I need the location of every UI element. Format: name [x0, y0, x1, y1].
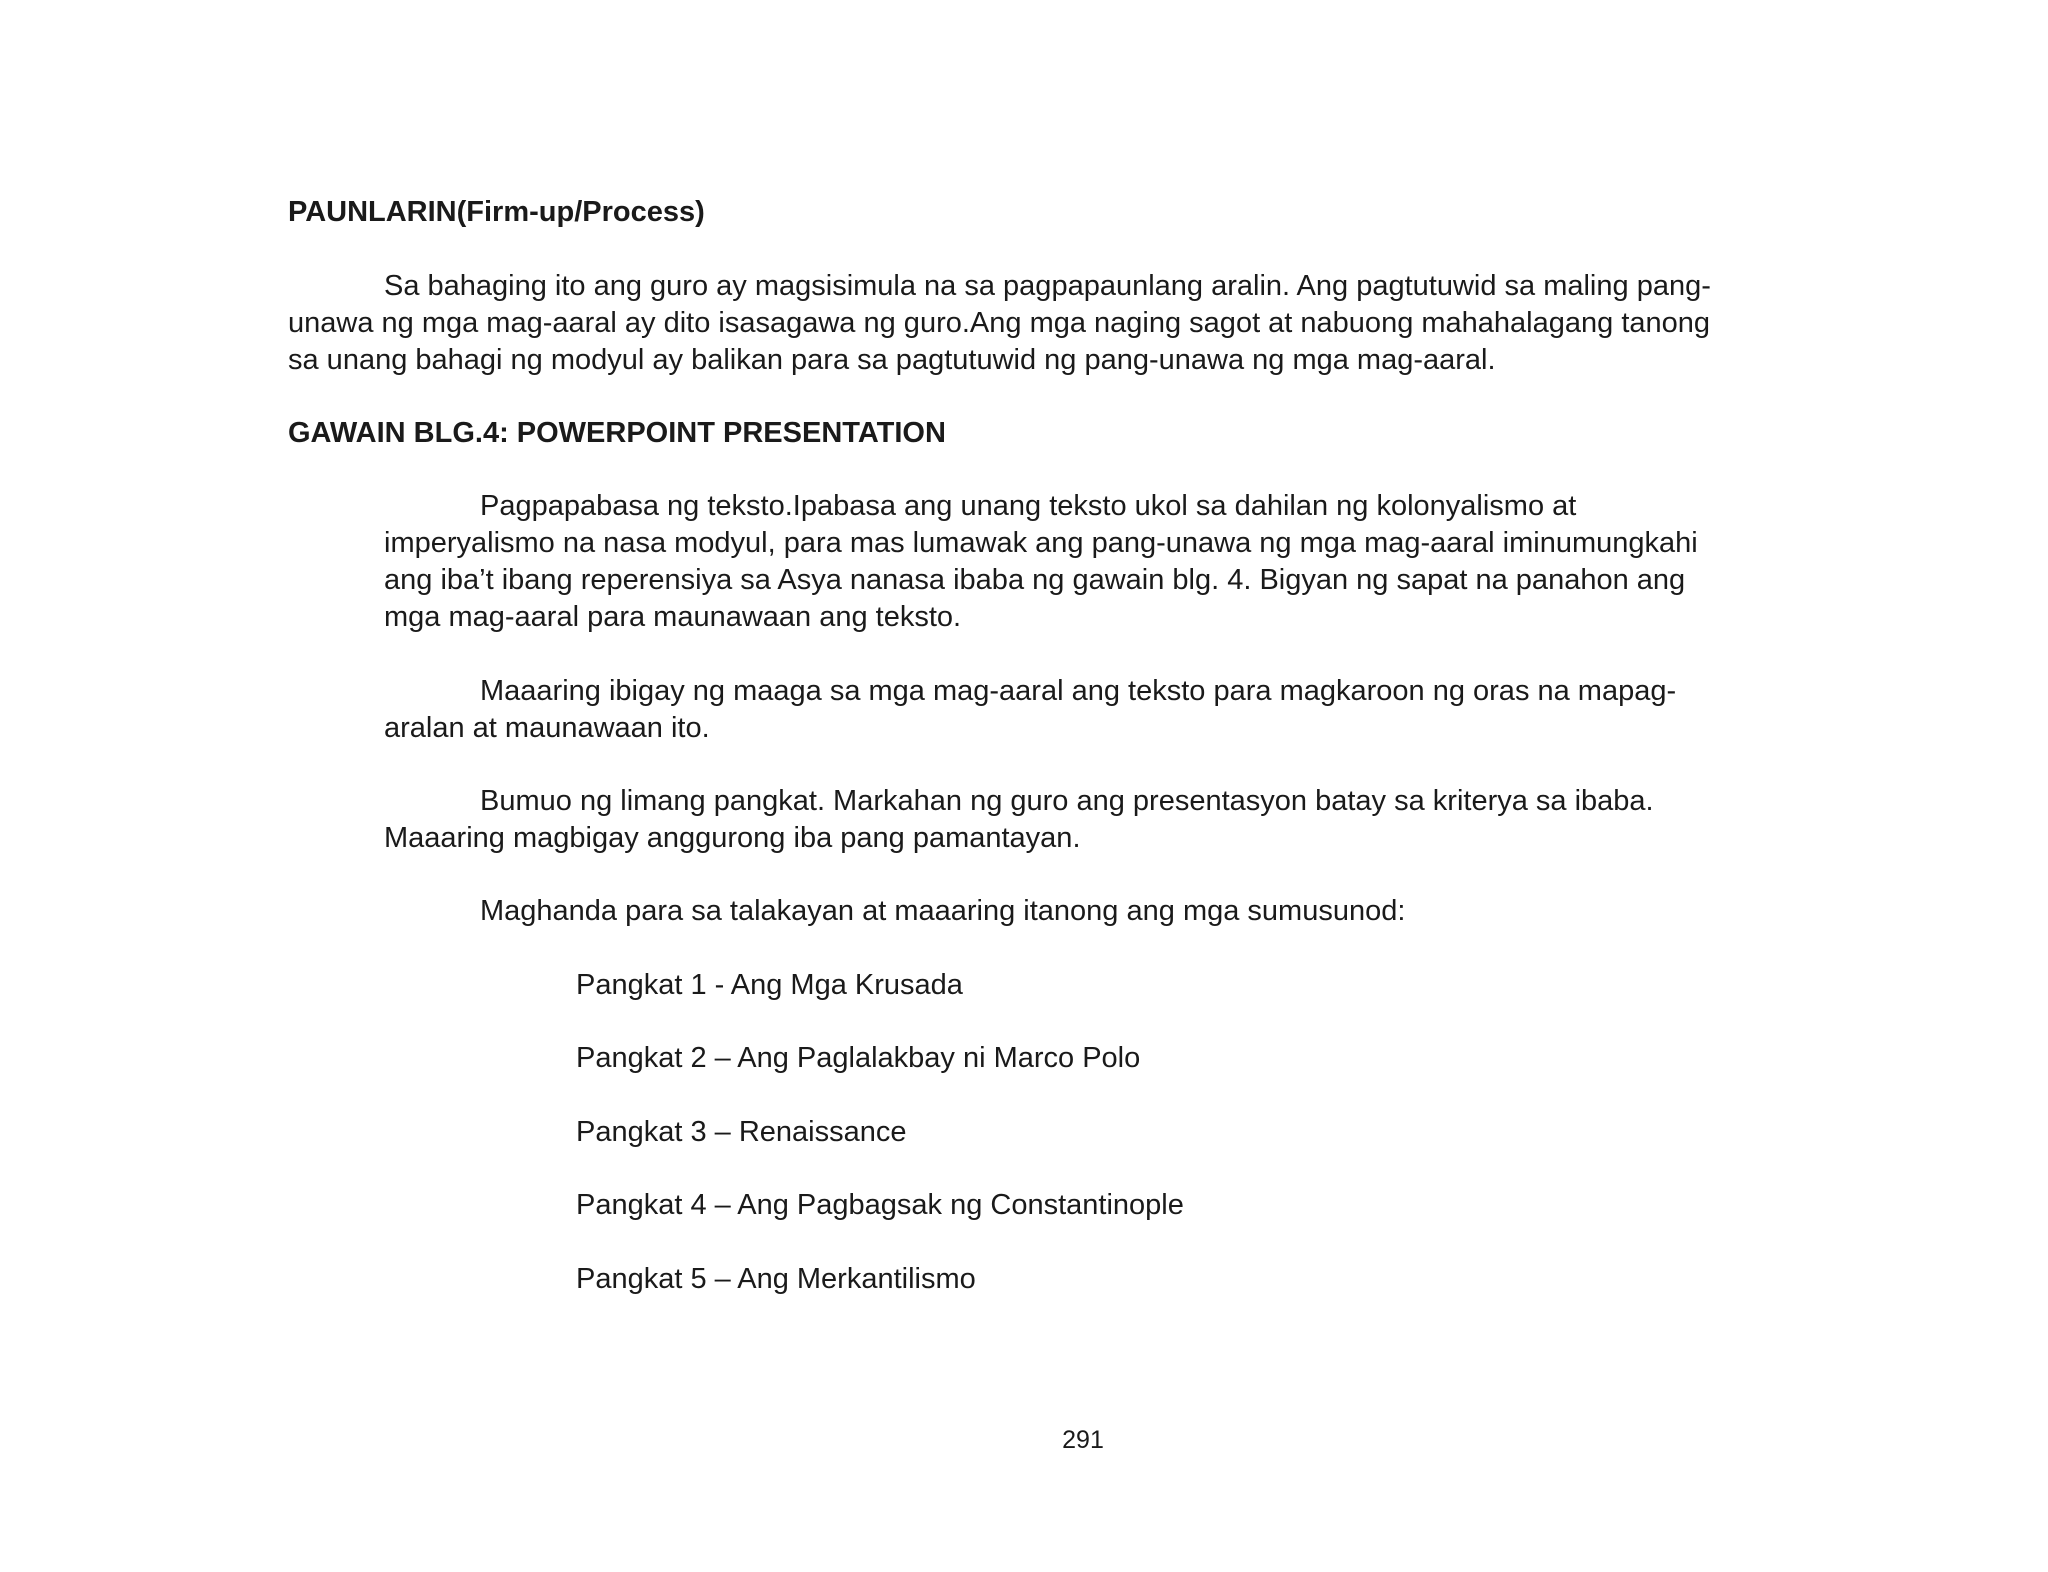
section-heading: PAUNLARIN(Firm-up/Process)	[288, 196, 705, 228]
intro-line-3: sa unang bahagi ng modyul ay balikan para sa pagtutuwid ng pang-unawa ng mga mag-aaral.	[288, 344, 1496, 376]
page-number: 291	[1062, 1426, 1104, 1454]
para1-line-2: imperyalismo na nasa modyul, para mas lumawak ang pang-unawa ng mga mag-aaral iminumungkahi	[384, 527, 1698, 559]
group-item-3: Pangkat 3 – Renaissance	[576, 1116, 907, 1148]
intro-line-1: Sa bahaging ito ang guro ay magsisimula na sa pagpapaunlang aralin. Ang pagtutuwid sa maling pang-	[384, 270, 1711, 302]
intro-paragraph	[288, 268, 1711, 379]
para2-line-1: Maaaring ibigay ng maaga sa mga mag-aaral ang teksto para magkaroon ng oras na mapag-	[480, 675, 1677, 707]
paragraph-3	[384, 783, 1654, 857]
para3-line-1: Bumuo ng limang pangkat. Markahan ng guro ang presentasyon batay sa kriterya sa ibaba.	[480, 785, 1654, 817]
para1-line-1: Pagpapabasa ng teksto.Ipabasa ang unang teksto ukol sa dahilan ng kolonyalismo at	[480, 490, 1577, 522]
para1-line-3: ang iba’t ibang reperensiya sa Asya nanasa ibaba ng gawain blg. 4. Bigyan ng sapat na panahon ang	[384, 564, 1686, 596]
group-item-2: Pangkat 2 – Ang Paglalakbay ni Marco Polo	[576, 1042, 1141, 1074]
activity-heading: GAWAIN BLG.4: POWERPOINT PRESENTATION	[288, 417, 946, 449]
group-item-5: Pangkat 5 – Ang Merkantilismo	[576, 1263, 976, 1295]
group-item-1: Pangkat 1 - Ang Mga Krusada	[576, 969, 963, 1001]
paragraph-2	[384, 673, 1676, 747]
group-item-4: Pangkat 4 – Ang Pagbagsak ng Constantinople	[576, 1189, 1184, 1221]
para3-line-2: Maaaring magbigay anggurong iba pang pamantayan.	[384, 822, 1081, 854]
para1-line-4: mga mag-aaral para maunawaan ang teksto.	[384, 601, 962, 633]
paragraph-4: Maghanda para sa talakayan at maaaring itanong ang mga sumusunod:	[480, 895, 1406, 927]
para2-line-2: aralan at maunawaan ito.	[384, 712, 710, 744]
paragraph-1	[384, 488, 1698, 636]
intro-line-2: unawa ng mga mag-aaral ay dito isasagawa ng guro.Ang mga naging sagot at nabuong mahahalagang tanong	[288, 307, 1711, 339]
